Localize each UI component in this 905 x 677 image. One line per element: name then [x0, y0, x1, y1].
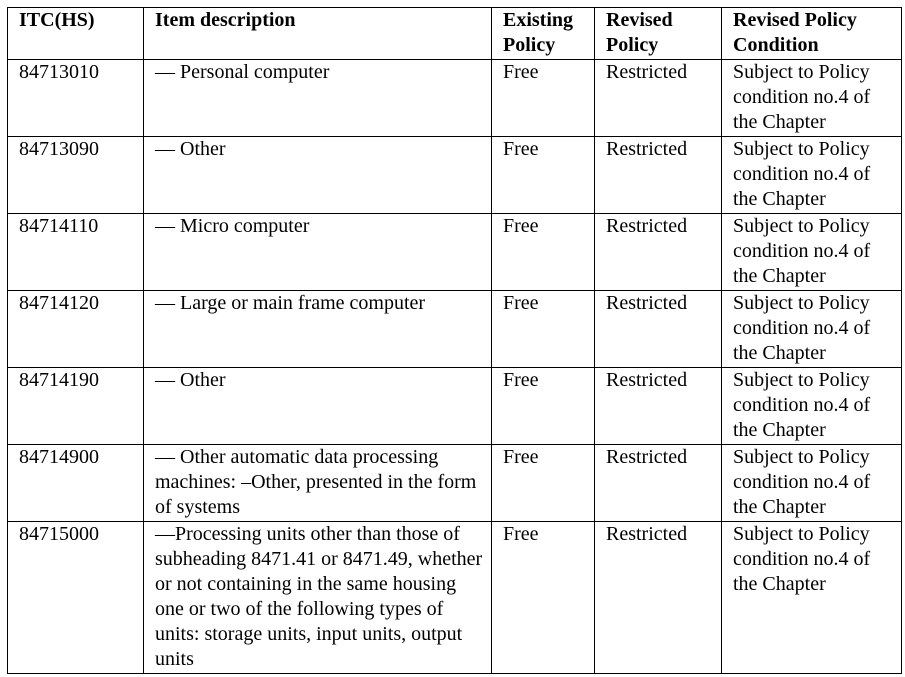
table-row	[8, 522, 902, 674]
cell-existing-policy: Free	[492, 445, 595, 522]
cell-itc-code: 84714110	[8, 214, 144, 291]
header-revised-policy-condition: Revised Policy Condition	[722, 8, 902, 60]
cell-itc-code: 84714190	[8, 368, 144, 445]
cell-existing-policy: Free	[492, 214, 595, 291]
cell-existing-policy: Free	[492, 137, 595, 214]
table-row	[8, 368, 902, 445]
cell-itc-code: 84714120	[8, 291, 144, 368]
cell-itc-code: 84715000	[8, 522, 144, 674]
cell-policy-condition: Subject to Policy condition no.4 of the Chapter	[722, 137, 902, 214]
cell-revised-policy: Restricted	[595, 60, 722, 137]
cell-itc-code: 84713090	[8, 137, 144, 214]
cell-revised-policy: Restricted	[595, 522, 722, 674]
table-row	[8, 445, 902, 522]
cell-revised-policy: Restricted	[595, 445, 722, 522]
cell-itc-code: 84713010	[8, 60, 144, 137]
cell-itc-code: 84714900	[8, 445, 144, 522]
cell-existing-policy: Free	[492, 291, 595, 368]
cell-revised-policy: Restricted	[595, 368, 722, 445]
cell-policy-condition: Subject to Policy condition no.4 of the Chapter	[722, 522, 902, 674]
cell-policy-condition: Subject to Policy condition no.4 of the Chapter	[722, 291, 902, 368]
header-item-description: Item description	[144, 8, 492, 60]
cell-description: — Other	[144, 137, 492, 214]
cell-description: — Micro computer	[144, 214, 492, 291]
cell-policy-condition: Subject to Policy condition no.4 of the Chapter	[722, 214, 902, 291]
cell-existing-policy: Free	[492, 60, 595, 137]
table-header-row	[8, 8, 902, 60]
table-row	[8, 60, 902, 137]
cell-description: — Other	[144, 368, 492, 445]
cell-revised-policy: Restricted	[595, 291, 722, 368]
cell-policy-condition: Subject to Policy condition no.4 of the Chapter	[722, 60, 902, 137]
header-revised-policy: Revised Policy	[595, 8, 722, 60]
cell-revised-policy: Restricted	[595, 137, 722, 214]
cell-policy-condition: Subject to Policy condition no.4 of the Chapter	[722, 445, 902, 522]
table-row	[8, 137, 902, 214]
cell-description: — Other automatic data processing machines: –Other, presented in the form of systems	[144, 445, 492, 522]
table-row	[8, 291, 902, 368]
cell-description: — Personal computer	[144, 60, 492, 137]
table-row	[8, 214, 902, 291]
cell-existing-policy: Free	[492, 522, 595, 674]
header-existing-policy: Existing Policy	[492, 8, 595, 60]
cell-description: — Large or main frame computer	[144, 291, 492, 368]
cell-policy-condition: Subject to Policy condition no.4 of the Chapter	[722, 368, 902, 445]
cell-revised-policy: Restricted	[595, 214, 722, 291]
header-itc-hs: ITC(HS)	[8, 8, 144, 60]
policy-table	[7, 7, 902, 674]
cell-description: —Processing units other than those of subheading 8471.41 or 8471.49, whether or not containing in the same housing one or two of the following types of units: storage units, input units, output units	[144, 522, 492, 674]
cell-existing-policy: Free	[492, 368, 595, 445]
